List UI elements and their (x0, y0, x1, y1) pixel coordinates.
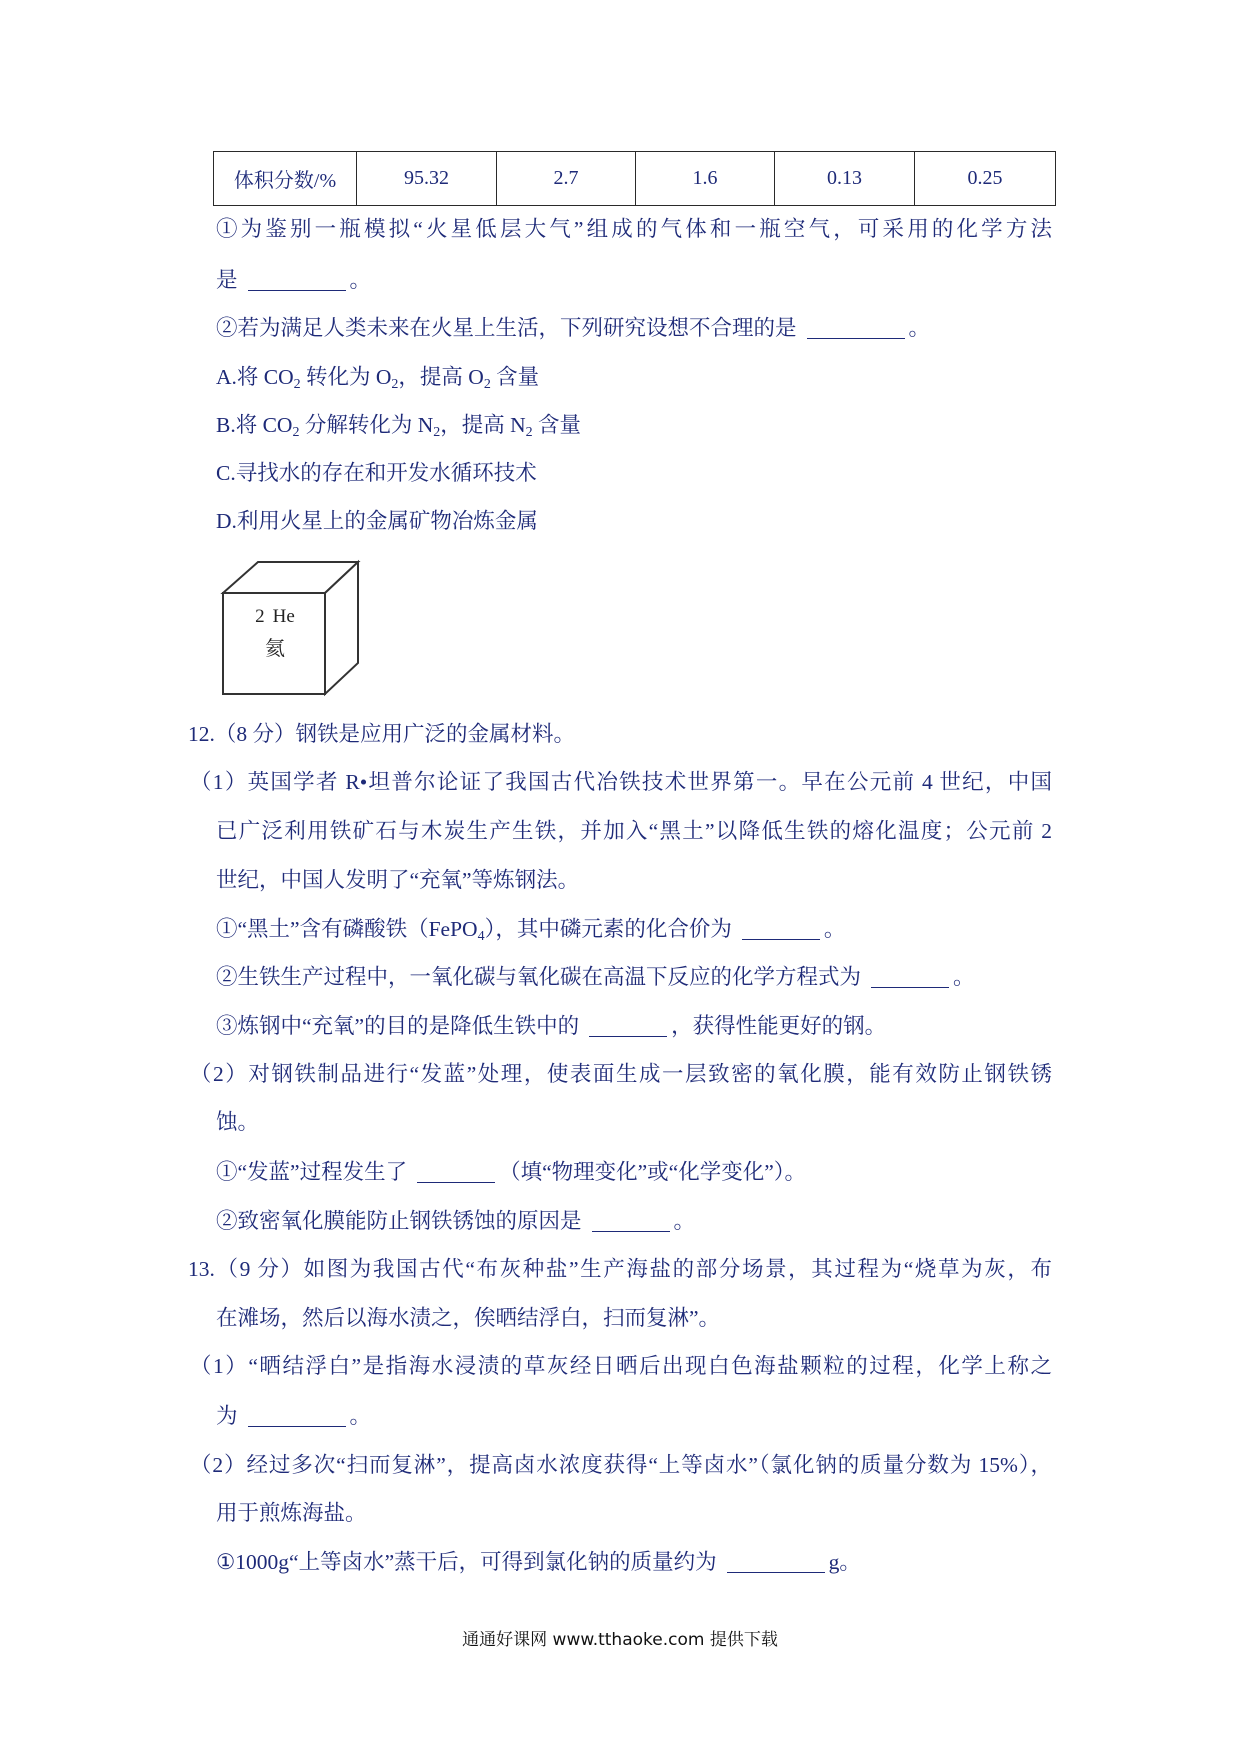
subscript: 2 (525, 424, 533, 440)
text: g。 (828, 1550, 861, 1574)
text: （填“物理变化”或“化学变化”）。 (499, 1160, 807, 1184)
text: ①1000g“上等卤水”蒸干后，可得到氯化钠的质量约为 (216, 1550, 717, 1574)
option-b (216, 410, 1052, 440)
answer-blank (417, 1160, 495, 1183)
q12-sub1 (216, 914, 1052, 944)
value-cell: 1.6 (636, 152, 775, 206)
q12-p1-line3: 世纪，中国人发明了“充氧”等炼钢法。 (216, 868, 580, 892)
table-row (214, 152, 1056, 206)
text: ），其中磷元素的化合价为 (484, 917, 732, 941)
text: 。 (349, 268, 372, 292)
text: 含量 (532, 413, 581, 437)
answer-blank (742, 917, 820, 940)
option-d: D.利用火星上的金属矿物冶炼金属 (216, 509, 538, 533)
answer-blank (871, 965, 949, 988)
q13-p2-line1: （2）经过多次“扫而复淋”，提高卤水浓度获得“上等卤水”（氯化钠的质量分数为 15%）， (190, 1453, 1052, 1477)
text: B.将 CO (216, 413, 293, 437)
text: 。 (953, 965, 975, 989)
atomic-number: 2 (255, 606, 265, 627)
answer-blank (589, 1014, 667, 1037)
answer-blank (592, 1209, 670, 1232)
q12-p2-line1: （2）对钢铁制品进行“发蓝”处理，使表面生成一层致密的氧化膜，能有效防止钢铁锈 (190, 1062, 1052, 1086)
value-cell: 0.25 (915, 152, 1056, 206)
element-symbol: He (272, 606, 295, 627)
row-label-cell: 体积分数/% (214, 152, 357, 206)
subscript: 2 (433, 424, 441, 440)
subscript: 2 (391, 376, 399, 392)
text: ，提高 O (398, 365, 484, 389)
subscript: 4 (477, 928, 485, 944)
option-a (216, 362, 1052, 392)
subscript: 2 (292, 424, 300, 440)
text: ①“发蓝”过程发生了 (216, 1160, 408, 1184)
q12-heading: 12.（8 分）钢铁是应用广泛的金属材料。 (188, 722, 576, 746)
q12-sub2 (216, 962, 1052, 992)
q13-p1-line2 (216, 1401, 1052, 1431)
q13-heading-line1: 13.（9 分）如图为我国古代“布灰种盐”生产海盐的部分场景，其过程为“烧草为灰，布 (188, 1257, 1052, 1281)
text: 。 (349, 1404, 372, 1428)
text: 。 (823, 917, 846, 941)
page-footer: 通通好课网 www.tthaoke.com 提供下载 (462, 1630, 778, 1650)
text: ，提高 N (440, 413, 526, 437)
element-name: 氦 (265, 636, 285, 660)
text: ②致密氧化膜能防止钢铁锈蚀的原因是 (216, 1209, 582, 1233)
mars-sub1-line2 (216, 265, 1052, 295)
text: 。 (673, 1209, 696, 1233)
q12-p1-line1: （1）英国学者 R•坦普尔论证了我国古代冶铁技术世界第一。早在公元前 4 世纪，中国 (190, 770, 1052, 794)
answer-blank (248, 1404, 346, 1427)
q12-p1-line2: 已广泛利用铁矿石与木炭生产生铁，并加入“黑土”以降低生铁的熔化温度；公元前 2 (216, 819, 1052, 843)
gas-composition-table (213, 151, 1056, 206)
text: 分解转化为 N (299, 413, 434, 437)
q12-p2-sub1 (216, 1157, 1052, 1187)
text: 含量 (490, 365, 540, 389)
subscript: 2 (483, 376, 491, 392)
text: ，获得性能更好的钢。 (671, 1014, 887, 1038)
value-cell: 0.13 (775, 152, 915, 206)
text: ②生铁生产过程中，一氧化碳与氧化碳在高温下反应的化学方程式为 (216, 965, 862, 989)
text: A.将 CO (216, 365, 294, 389)
text: ①“黑土”含有磷酸铁（FePO (216, 917, 478, 941)
answer-blank (807, 316, 905, 339)
q13-p2-line2: 用于煎炼海盐。 (216, 1501, 367, 1525)
answer-blank (248, 268, 346, 291)
answer-blank (727, 1550, 825, 1573)
text: 。 (908, 316, 931, 340)
value-cell: 2.7 (497, 152, 636, 206)
value-cell: 95.32 (357, 152, 497, 206)
q13-p1-line1: （1）“晒结浮白”是指海水浸渍的草灰经日晒后出现白色海盐颗粒的过程，化学上称之 (190, 1354, 1052, 1378)
text: ②若为满足人类未来在火星上生活，下列研究设想不合理的是 (216, 316, 797, 340)
text: ③炼钢中“充氧”的目的是降低生铁中的 (216, 1014, 580, 1038)
mars-sub1-line1: ①为鉴别一瓶模拟“火星低层大气”组成的气体和一瓶空气，可采用的化学方法 (216, 217, 1052, 241)
q13-p2-sub1 (216, 1547, 1052, 1577)
option-c: C.寻找水的存在和开发水循环技术 (216, 461, 537, 485)
q13-heading-line2: 在滩场，然后以海水渍之，俟晒结浮白，扫而复淋”。 (216, 1306, 721, 1330)
subscript: 2 (293, 376, 301, 392)
q12-sub3 (216, 1011, 1052, 1041)
q12-p2-line2: 蚀。 (216, 1110, 260, 1134)
mars-sub2 (216, 313, 1052, 343)
text: 为 (216, 1404, 238, 1428)
text: 转化为 O (300, 365, 392, 389)
q12-p2-sub2 (216, 1206, 1052, 1236)
text: 是 (216, 268, 238, 292)
element-header (233, 604, 317, 630)
